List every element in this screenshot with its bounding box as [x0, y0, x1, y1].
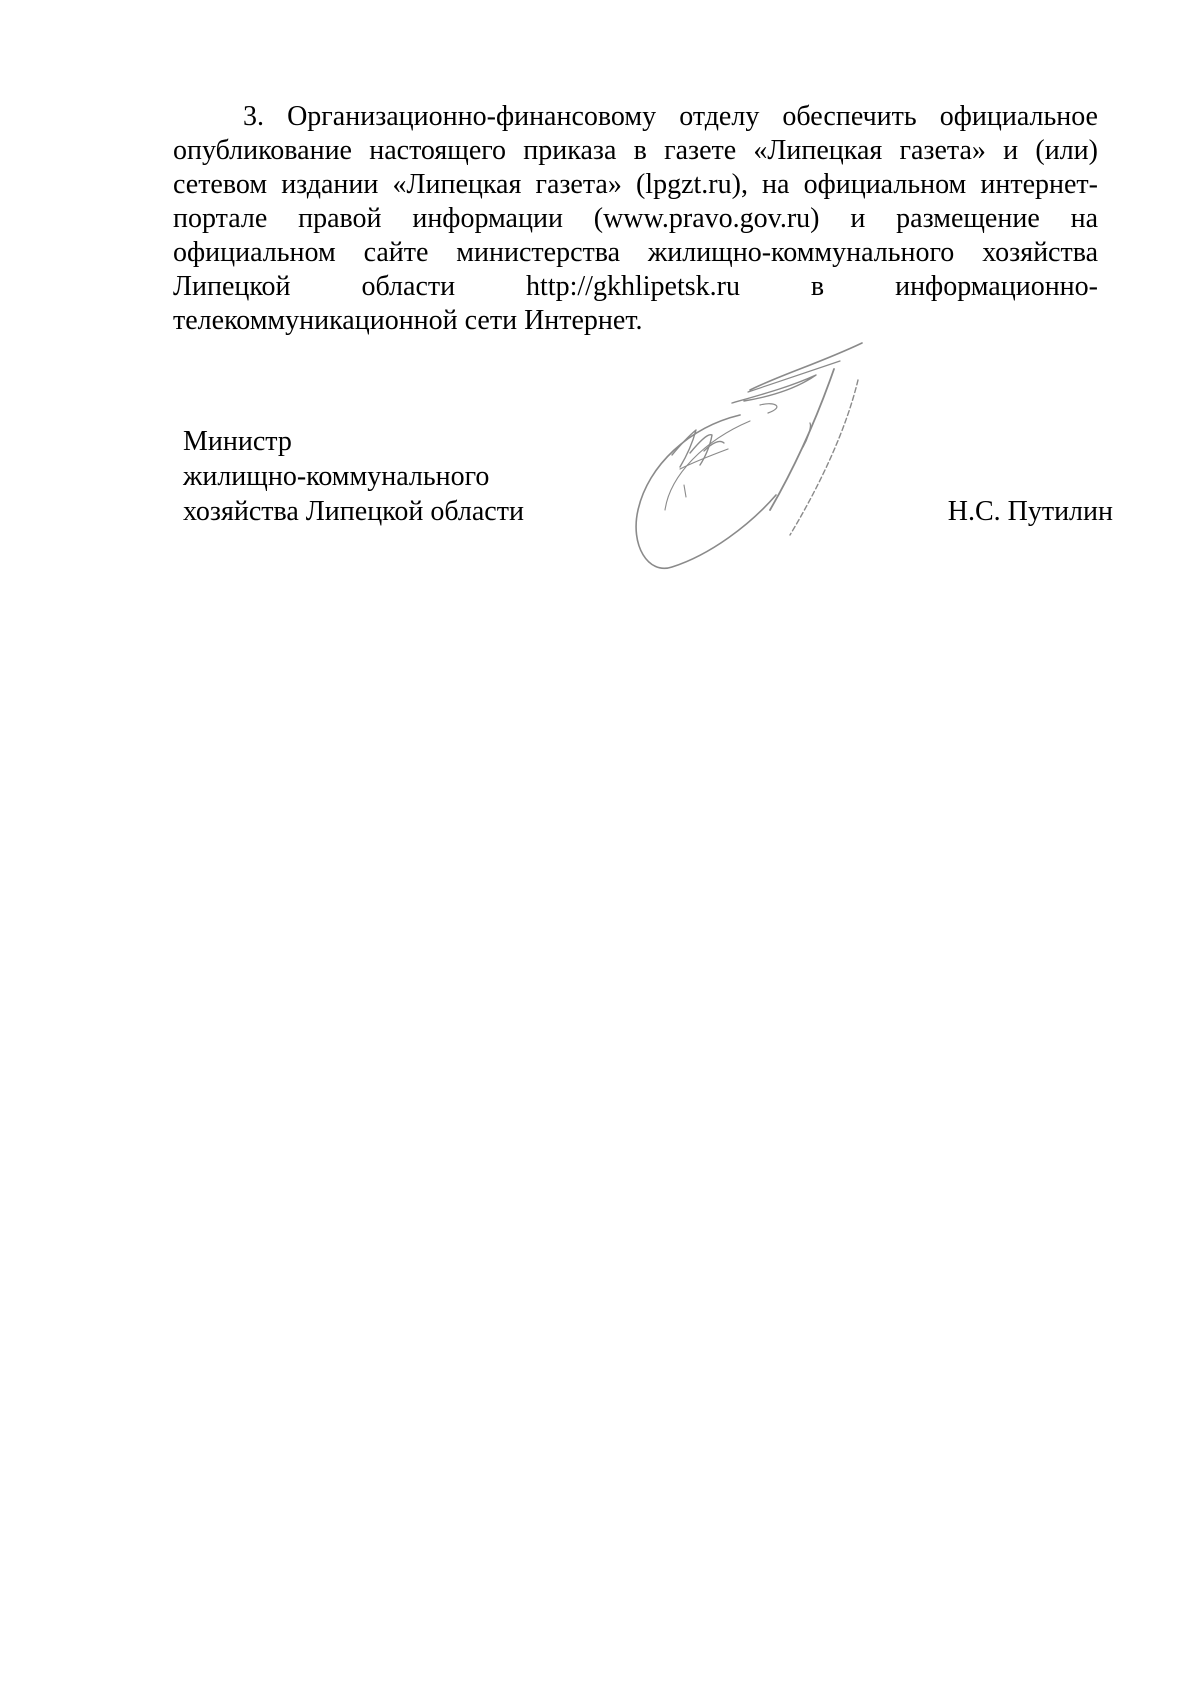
paragraph-line: Липецкой области http://gkhlipetsk.ru в информационно- — [173, 271, 1098, 302]
paragraph-line: телекоммуникационной сети Интернет. — [173, 305, 643, 336]
signer-position-line: Министр — [183, 426, 292, 457]
paragraph-line: сетевом издании «Липецкая газета» (lpgzt.ru), на официальном интернет- — [173, 169, 1098, 200]
signer-name: Н.С. Путилин — [947, 496, 1113, 527]
handwritten-signature — [600, 335, 900, 625]
paragraph-line: официальном сайте министерства жилищно-коммунального хозяйства — [173, 237, 1098, 268]
paragraph-line: портале правой информации (www.pravo.gov.ru) и размещение на — [173, 203, 1098, 234]
paragraph-line: опубликование настоящего приказа в газете «Липецкая газета» и (или) — [173, 135, 1098, 166]
signer-position — [183, 424, 524, 529]
paragraph-line: 3. Организационно-финансовому отделу обеспечить официальное — [243, 101, 1098, 132]
signer-position-line: хозяйства Липецкой области — [183, 496, 524, 527]
publication-paragraph — [173, 100, 1098, 338]
signer-position-line: жилищно-коммунального — [183, 461, 490, 492]
